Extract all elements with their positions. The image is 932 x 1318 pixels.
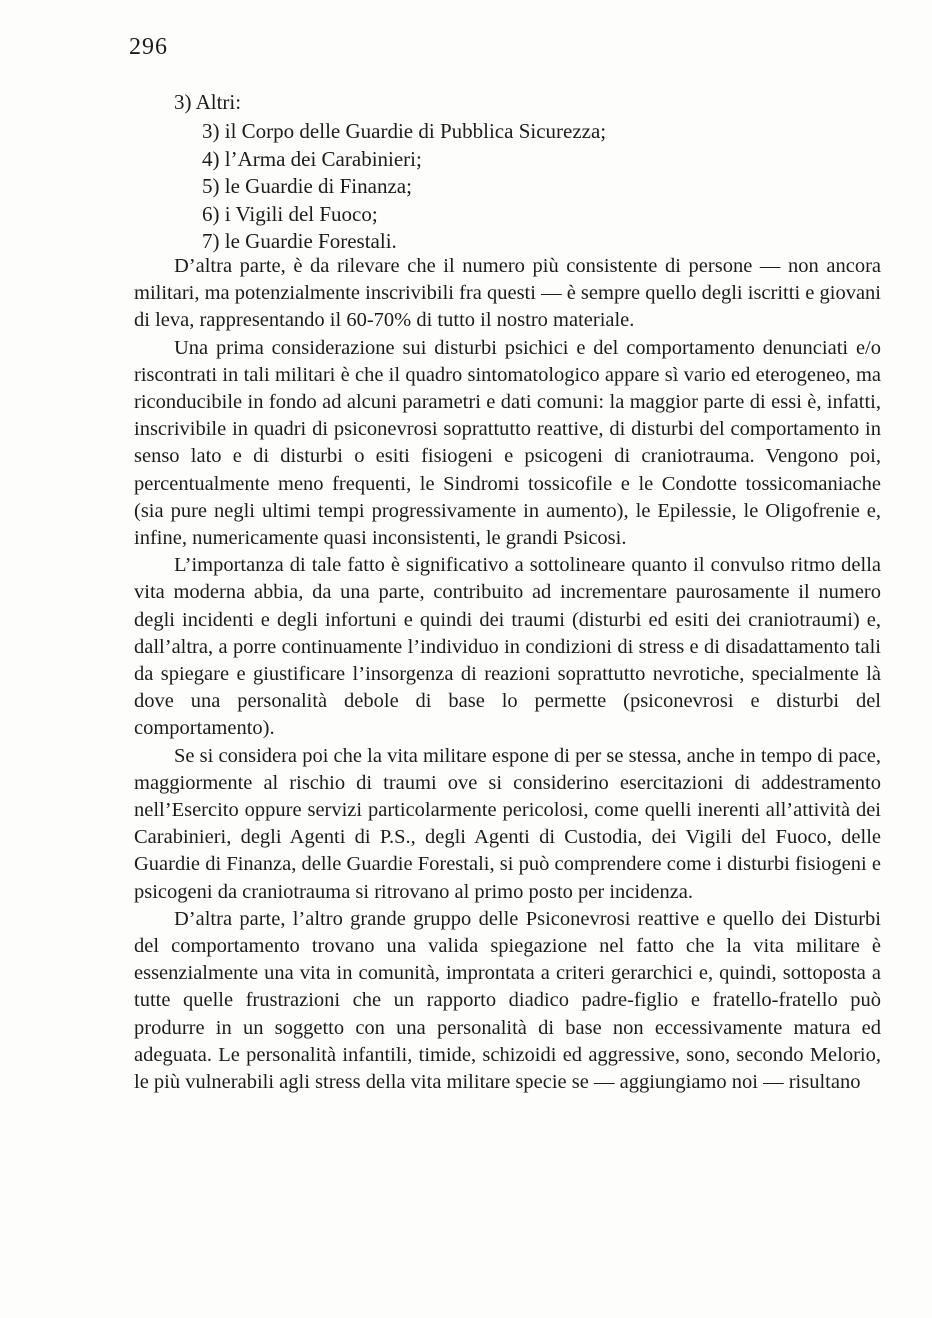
list-marker: 5)	[202, 174, 220, 198]
paragraph: D’altra parte, l’altro grande gruppo delle Psiconevrosi reattive e quello dei Disturbi del comportamento trovano una valida spiegazione nel fatto che la vita militare è essenzialmente una vita in comunità, improntata a criteri gerarchici e, quindi, sottoposta a tutte quelle frustrazioni che un rapporto diadico padre-figlio e fratello-fratello può produrre in un soggetto con una personalità di base non eccessivamente matura ed adeguata. Le personalità infantili, timide, schizoidi ed aggressive, sono, secondo Melorio, le più vulnerabili agli stress della vita militare specie se — aggiungiamo noi — risultano	[134, 907, 881, 1094]
list-item	[202, 146, 606, 174]
list-item	[202, 201, 606, 229]
paragraph: D’altra parte, è da rilevare che il numero più consistente di persone — non ancora militari, ma potenzialmente inscrivibili fra questi — è sempre quello degli iscritti e giovani di leva, rappresentando il 60-70% di tutto il nostro materiale.	[134, 255, 881, 332]
list-item-text: le Guardie di Finanza;	[224, 174, 412, 198]
list-item-text: i Vigili del Fuoco;	[224, 201, 378, 226]
list-item	[202, 228, 606, 256]
page-number: 296	[129, 34, 168, 60]
paragraph: L’importanza di tale fatto è significativo a sottolineare quanto il convulso ritmo della vita moderna abbia, da una parte, contribuito ad incrementare paurosamente il numero degli incidenti e degli infortuni e quindi dei traumi (disturbi ed esiti dei craniotraumi) e, dall’altra, a porre continuamente l’individuo in condizioni di stress e di disadattamento tali da spiegare e giustificare l’insorgenza di reazioni soprattutto nevrotiche, specialmente là dove una personalità debole di base lo permette (psiconevrosi e disturbi del comportamento).	[134, 554, 881, 740]
list-marker: 6)	[202, 201, 220, 226]
list-item	[202, 118, 606, 146]
list-marker: 7)	[202, 229, 220, 253]
enumerated-list	[202, 118, 606, 256]
list-item-text: l’Arma dei Carabinieri;	[224, 146, 422, 171]
list-marker: 4)	[202, 146, 220, 171]
paragraph: Se si considera poi che la vita militare espone di per se stessa, anche in tempo di pace, maggiormente al rischio di traumi ove si considerino esercitazioni di addestramento nell’Esercito oppure servizi particolarmente pericolosi, come quelli inerenti all’attività dei Carabinieri, degli Agenti di P.S., degli Agenti di Custodia, dei Vigili del Fuoco, delle Guardie di Finanza, delle Guardie Forestali, si può comprendere come i disturbi fisiogeni e psicogeni da craniotrauma si ritrovano al primo posto per incidenza.	[134, 744, 881, 903]
list-item-text: il Corpo delle Guardie di Pubblica Sicurezza;	[224, 119, 607, 143]
paragraph: Una prima considerazione sui disturbi psichici e del comportamento denunciati e/o riscontrati in tali militari è che il quadro sintomatologico appare sì vario ed eterogeneo, ma riconducibile in fondo ad alcuni parametri e dati comuni: la maggior parte di essi è, infatti, inscrivibile in quadri di psiconevrosi soprattutto reattive, di disturbi del comportamento in senso lato e di disturbi o esiti fisiogeni e psicogeni di craniotrauma. Vengono poi, percentualmente meno frequenti, le Sindromi tossicofile e le Condotte tossicomaniache (sia pure negli ultimi tempi progressivamente in aumento), le Epilessie, le Oligofrenie e, infine, numericamente quasi inconsistenti, le grandi Psicosi.	[134, 336, 881, 550]
body-text	[134, 253, 881, 1096]
section-heading: 3) Altri:	[174, 90, 242, 114]
list-item-text: le Guardie Forestali.	[224, 229, 397, 253]
list-item	[202, 173, 606, 201]
list-marker: 3)	[202, 119, 220, 143]
